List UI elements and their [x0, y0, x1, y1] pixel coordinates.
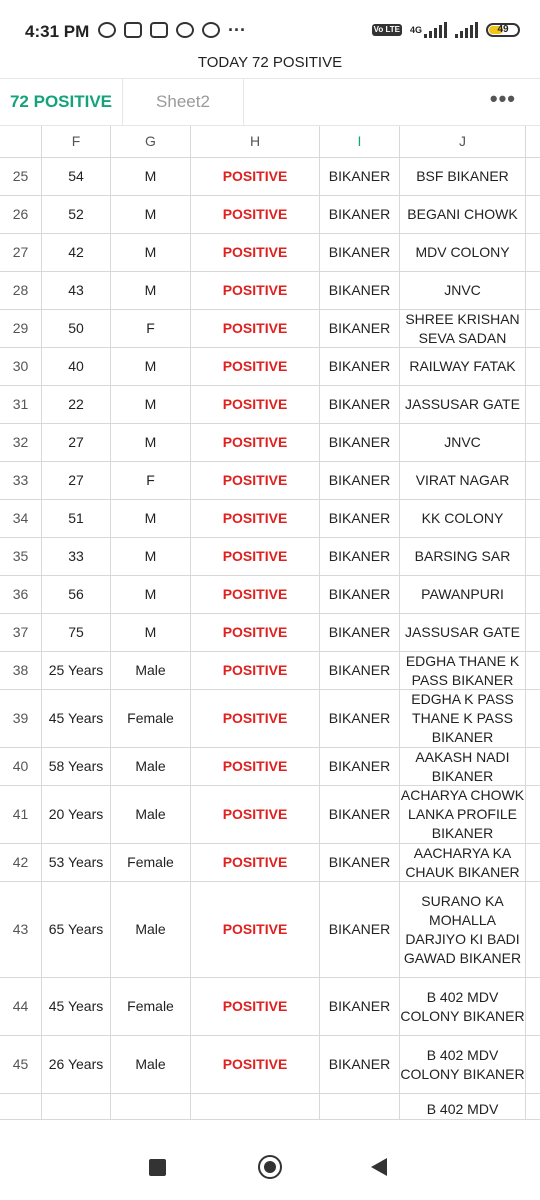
- address-cell[interactable]: RAILWAY FATAK: [400, 348, 526, 385]
- tab-72-positive[interactable]: 72 POSITIVE: [9, 92, 113, 111]
- status-cell[interactable]: POSITIVE: [191, 538, 320, 575]
- address-cell[interactable]: B 402 MDV COLONY BIKANER: [400, 1036, 526, 1093]
- extra-cell[interactable]: [526, 690, 540, 747]
- status-bar: [0, 0, 540, 58]
- table-row: [0, 348, 540, 386]
- status-cell[interactable]: POSITIVE: [191, 882, 320, 977]
- gender-cell[interactable]: M: [111, 576, 191, 613]
- extra-cell[interactable]: [526, 576, 540, 613]
- spreadsheet-grid: [0, 126, 540, 1120]
- age-cell[interactable]: 40: [42, 348, 111, 385]
- gender-cell[interactable]: Male: [111, 1036, 191, 1093]
- table-row: [0, 310, 540, 348]
- address-cell[interactable]: BARSING SAR: [400, 538, 526, 575]
- extra-cell[interactable]: [526, 652, 540, 689]
- table-row: [0, 500, 540, 538]
- age-cell[interactable]: 27: [42, 424, 111, 461]
- age-cell[interactable]: 58 Years: [42, 748, 111, 785]
- address-cell[interactable]: KK COLONY: [400, 500, 526, 537]
- status-cell[interactable]: POSITIVE: [191, 310, 320, 347]
- address-cell[interactable]: AACHARYA KA CHAUK BIKANER: [400, 844, 526, 881]
- chat-icon: [150, 22, 168, 38]
- gender-cell[interactable]: Male: [111, 786, 191, 843]
- status-cell[interactable]: POSITIVE: [191, 348, 320, 385]
- status-cell[interactable]: POSITIVE: [191, 690, 320, 747]
- district-cell[interactable]: BIKANER: [320, 614, 400, 651]
- rows-container: [0, 158, 540, 1120]
- address-cell[interactable]: JNVC: [400, 272, 526, 309]
- age-cell[interactable]: 27: [42, 462, 111, 499]
- district-cell[interactable]: BIKANER: [320, 158, 400, 195]
- status-cell[interactable]: POSITIVE: [191, 386, 320, 423]
- extra-cell[interactable]: [526, 234, 540, 271]
- extra-cell[interactable]: [526, 196, 540, 233]
- row-number[interactable]: 34: [0, 500, 42, 537]
- row-number[interactable]: 44: [0, 978, 42, 1035]
- row-number[interactable]: 33: [0, 462, 42, 499]
- address-cell[interactable]: SURANO KA MOHALLA DARJIYO KI BADI GAWAD BIKANER: [400, 882, 526, 977]
- district-cell[interactable]: BIKANER: [320, 348, 400, 385]
- row-number[interactable]: 27: [0, 234, 42, 271]
- row-number[interactable]: 35: [0, 538, 42, 575]
- district-cell[interactable]: BIKANER: [320, 500, 400, 537]
- age-cell[interactable]: 75: [42, 614, 111, 651]
- row-number[interactable]: 25: [0, 158, 42, 195]
- status-cell[interactable]: POSITIVE: [191, 652, 320, 689]
- district-cell[interactable]: BIKANER: [320, 690, 400, 747]
- column-header-h[interactable]: H: [191, 126, 320, 157]
- table-row: [0, 978, 540, 1036]
- app-notification-icon-2: [202, 22, 220, 38]
- age-cell[interactable]: 20 Years: [42, 786, 111, 843]
- row-number[interactable]: 29: [0, 310, 42, 347]
- gender-cell[interactable]: M: [111, 614, 191, 651]
- gender-cell[interactable]: Female: [111, 978, 191, 1035]
- column-header-row: [0, 126, 540, 158]
- table-row: [0, 576, 540, 614]
- document-title: TODAY 72 POSITIVE: [197, 54, 343, 71]
- district-cell[interactable]: BIKANER: [320, 538, 400, 575]
- extra-cell[interactable]: [526, 538, 540, 575]
- row-number[interactable]: 32: [0, 424, 42, 461]
- status-cell[interactable]: POSITIVE: [191, 500, 320, 537]
- district-cell[interactable]: BIKANER: [320, 1036, 400, 1093]
- address-cell[interactable]: B 402 MDV COLONY BIKANER: [400, 978, 526, 1035]
- corner-cell[interactable]: [0, 126, 42, 157]
- status-cell[interactable]: POSITIVE: [191, 158, 320, 195]
- address-cell[interactable]: JASSUSAR GATE: [400, 386, 526, 423]
- district-cell[interactable]: BIKANER: [320, 786, 400, 843]
- status-cell[interactable]: POSITIVE: [191, 424, 320, 461]
- system-icons: [372, 22, 520, 38]
- row-number[interactable]: 28: [0, 272, 42, 309]
- volte-icon: Vo LTE: [373, 25, 400, 34]
- column-header-k[interactable]: [526, 126, 540, 157]
- status-cell[interactable]: POSITIVE: [191, 196, 320, 233]
- row-number[interactable]: 41: [0, 786, 42, 843]
- address-cell[interactable]: AAKASH NADI BIKANER: [400, 748, 526, 785]
- district-cell[interactable]: BIKANER: [320, 576, 400, 613]
- extra-cell[interactable]: [526, 614, 540, 651]
- age-cell[interactable]: 45 Years: [42, 978, 111, 1035]
- table-row: [0, 386, 540, 424]
- row-number[interactable]: 39: [0, 690, 42, 747]
- extra-cell[interactable]: [526, 310, 540, 347]
- status-cell[interactable]: POSITIVE: [191, 978, 320, 1035]
- back-icon[interactable]: [371, 1158, 387, 1176]
- more-notifications-icon: ···: [228, 20, 246, 40]
- sheet-tab-bar: [0, 78, 540, 126]
- row-number[interactable]: 26: [0, 196, 42, 233]
- row-number[interactable]: 38: [0, 652, 42, 689]
- age-cell[interactable]: [42, 1094, 111, 1119]
- extra-cell[interactable]: [526, 1094, 540, 1119]
- district-cell[interactable]: BIKANER: [320, 978, 400, 1035]
- network-type-label: 4G: [409, 25, 422, 35]
- table-row: [0, 272, 540, 310]
- table-row: [0, 786, 540, 844]
- district-cell[interactable]: BIKANER: [320, 196, 400, 233]
- extra-cell[interactable]: [526, 348, 540, 385]
- gender-cell[interactable]: Male: [111, 882, 191, 977]
- age-cell[interactable]: 33: [42, 538, 111, 575]
- gender-cell[interactable]: [111, 1094, 191, 1119]
- address-cell[interactable]: SHREE KRISHAN SEVA SADAN: [400, 310, 526, 347]
- extra-cell[interactable]: [526, 462, 540, 499]
- row-number[interactable]: 42: [0, 844, 42, 881]
- address-cell[interactable]: MDV COLONY: [400, 234, 526, 271]
- column-header-i[interactable]: I: [320, 126, 400, 157]
- district-cell[interactable]: BIKANER: [320, 462, 400, 499]
- gender-cell[interactable]: Female: [111, 690, 191, 747]
- status-cell[interactable]: POSITIVE: [191, 786, 320, 843]
- district-cell[interactable]: BIKANER: [320, 234, 400, 271]
- row-number[interactable]: [0, 1094, 42, 1119]
- address-cell[interactable]: BEGANI CHOWK: [400, 196, 526, 233]
- district-cell[interactable]: BIKANER: [320, 748, 400, 785]
- extra-cell[interactable]: [526, 272, 540, 309]
- gender-cell[interactable]: M: [111, 272, 191, 309]
- status-cell[interactable]: POSITIVE: [191, 614, 320, 651]
- extra-cell[interactable]: [526, 158, 540, 195]
- home-icon[interactable]: [258, 1155, 282, 1179]
- message-icon: [124, 22, 142, 38]
- status-cell[interactable]: POSITIVE: [191, 748, 320, 785]
- status-cell[interactable]: POSITIVE: [191, 234, 320, 271]
- row-number[interactable]: 30: [0, 348, 42, 385]
- table-row: [0, 652, 540, 690]
- table-row: [0, 196, 540, 234]
- more-options-icon[interactable]: •••: [489, 86, 516, 111]
- status-time: 4:31 PM: [25, 22, 90, 41]
- row-number[interactable]: 43: [0, 882, 42, 977]
- battery-icon: [486, 23, 520, 37]
- age-cell[interactable]: 52: [42, 196, 111, 233]
- gender-cell[interactable]: M: [111, 386, 191, 423]
- address-cell[interactable]: ACHARYA CHOWK LANKA PROFILE BIKANER: [400, 787, 525, 841]
- notification-icons: [98, 22, 246, 38]
- gender-cell[interactable]: M: [111, 158, 191, 195]
- status-cell[interactable]: POSITIVE: [191, 462, 320, 499]
- column-header-f[interactable]: F: [42, 126, 111, 157]
- age-cell[interactable]: 43: [42, 272, 111, 309]
- district-cell[interactable]: BIKANER: [320, 424, 400, 461]
- table-row: [0, 614, 540, 652]
- address-cell[interactable]: PAWANPURI: [400, 576, 526, 613]
- address-cell[interactable]: B 402 MDV: [400, 1094, 526, 1119]
- extra-cell[interactable]: [526, 786, 540, 843]
- address-cell[interactable]: EDGHA K PASS THANE K PASS BIKANER: [400, 690, 526, 747]
- district-cell[interactable]: BIKANER: [320, 310, 400, 347]
- gender-cell[interactable]: M: [111, 500, 191, 537]
- district-cell[interactable]: [320, 1094, 400, 1119]
- signal-icon: [424, 22, 447, 38]
- table-row: [0, 844, 540, 882]
- table-row: [0, 690, 540, 748]
- gender-cell[interactable]: M: [111, 234, 191, 271]
- status-cell[interactable]: POSITIVE: [191, 576, 320, 613]
- gender-cell[interactable]: M: [111, 196, 191, 233]
- column-header-g[interactable]: G: [111, 126, 191, 157]
- recent-apps-icon[interactable]: [149, 1159, 166, 1176]
- table-row: [0, 424, 540, 462]
- address-cell[interactable]: BSF BIKANER: [400, 158, 526, 195]
- table-row: [0, 748, 540, 786]
- column-header-j[interactable]: J: [400, 126, 526, 157]
- extra-cell[interactable]: [526, 844, 540, 881]
- extra-cell[interactable]: [526, 424, 540, 461]
- status-cell[interactable]: [191, 1094, 320, 1119]
- age-cell[interactable]: 50: [42, 310, 111, 347]
- status-cell[interactable]: POSITIVE: [191, 844, 320, 881]
- app-notification-icon: [176, 22, 194, 38]
- age-cell[interactable]: 26 Years: [42, 1036, 111, 1093]
- address-cell[interactable]: VIRAT NAGAR: [400, 462, 526, 499]
- navigation-bar: [0, 1136, 540, 1200]
- address-cell[interactable]: EDGHA THANE K PASS BIKANER: [400, 652, 526, 689]
- gender-cell[interactable]: Female: [111, 844, 191, 881]
- gender-cell[interactable]: M: [111, 424, 191, 461]
- signal-icon-2: [455, 22, 478, 38]
- table-row: [0, 1036, 540, 1094]
- tab-sheet2[interactable]: Sheet2: [122, 79, 244, 126]
- status-cell[interactable]: POSITIVE: [191, 1036, 320, 1093]
- gender-cell[interactable]: Male: [111, 748, 191, 785]
- gender-cell[interactable]: F: [111, 310, 191, 347]
- age-cell[interactable]: 56: [42, 576, 111, 613]
- district-cell[interactable]: BIKANER: [320, 272, 400, 309]
- row-number[interactable]: 36: [0, 576, 42, 613]
- extra-cell[interactable]: [526, 978, 540, 1035]
- age-cell[interactable]: 53 Years: [42, 844, 111, 881]
- age-cell[interactable]: 22: [42, 386, 111, 423]
- table-row: [0, 1094, 540, 1120]
- table-row: [0, 538, 540, 576]
- district-cell[interactable]: BIKANER: [320, 844, 400, 881]
- gender-cell[interactable]: F: [111, 462, 191, 499]
- age-cell[interactable]: 51: [42, 500, 111, 537]
- age-cell[interactable]: 54: [42, 158, 111, 195]
- age-cell[interactable]: 25 Years: [42, 652, 111, 689]
- row-number[interactable]: 45: [0, 1036, 42, 1093]
- district-cell[interactable]: BIKANER: [320, 386, 400, 423]
- table-row: [0, 234, 540, 272]
- status-cell[interactable]: POSITIVE: [191, 272, 320, 309]
- table-row: [0, 462, 540, 500]
- row-number[interactable]: 40: [0, 748, 42, 785]
- extra-cell[interactable]: [526, 386, 540, 423]
- row-number[interactable]: 31: [0, 386, 42, 423]
- district-cell[interactable]: BIKANER: [320, 652, 400, 689]
- extra-cell[interactable]: [526, 882, 540, 977]
- table-row: [0, 882, 540, 978]
- alarm-icon: [98, 22, 116, 38]
- gender-cell[interactable]: M: [111, 348, 191, 385]
- extra-cell[interactable]: [526, 748, 540, 785]
- age-cell[interactable]: 45 Years: [42, 690, 111, 747]
- extra-cell[interactable]: [526, 500, 540, 537]
- table-row: [0, 158, 540, 196]
- age-cell[interactable]: 65 Years: [42, 882, 111, 977]
- age-cell[interactable]: 42: [42, 234, 111, 271]
- gender-cell[interactable]: M: [111, 538, 191, 575]
- gender-cell[interactable]: Male: [111, 652, 191, 689]
- battery-level: 49: [497, 24, 509, 35]
- extra-cell[interactable]: [526, 1036, 540, 1093]
- district-cell[interactable]: BIKANER: [320, 882, 400, 977]
- address-cell[interactable]: JASSUSAR GATE: [400, 614, 526, 651]
- address-cell[interactable]: JNVC: [400, 424, 526, 461]
- row-number[interactable]: 37: [0, 614, 42, 651]
